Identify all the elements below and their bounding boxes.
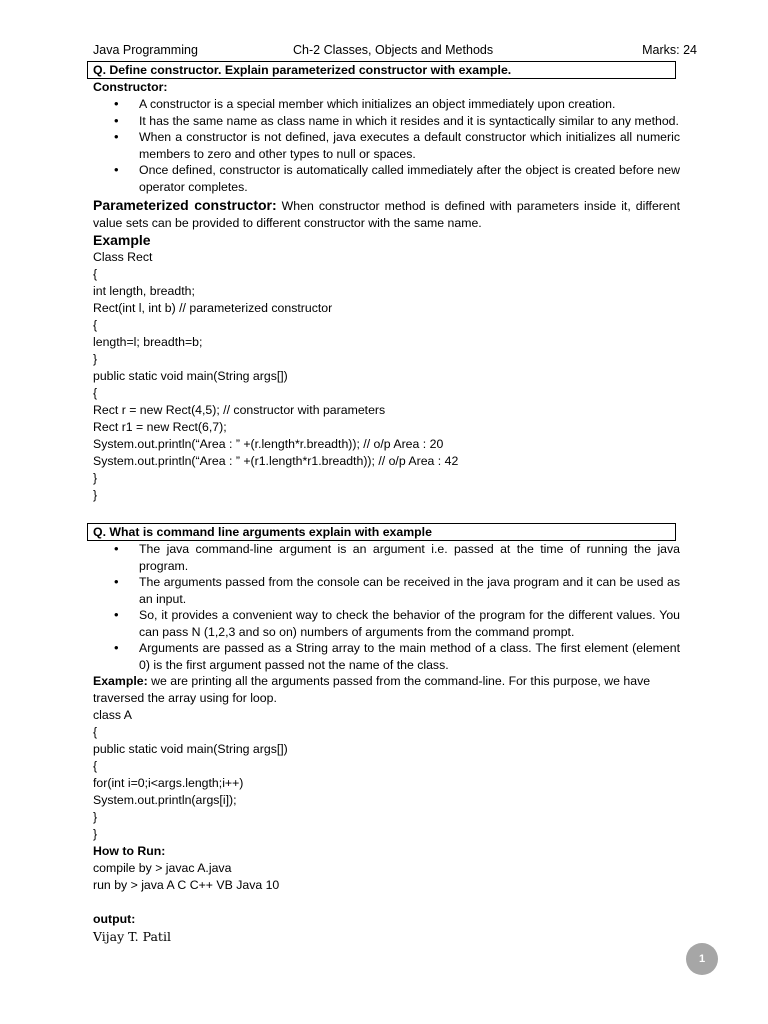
code-line: Rect r1 = new Rect(6,7); [93, 420, 227, 434]
list-item: • A constructor is a special member which initializes an object immediately upon creation. [93, 96, 680, 113]
page-number-badge: 1 [686, 943, 718, 975]
code-line: Class Rect [93, 250, 153, 264]
code-line: public static void main(String args[]) [93, 369, 288, 383]
code-line: } [93, 352, 98, 366]
author-signature: Vijay T. Patil [93, 929, 171, 944]
list-item: • So, it provides a convenient way to check the behavior of the program for the different values. You can pass N (1,2,3 and so on) numbers of arguments from the command prompt. [93, 607, 680, 640]
question-1-title: Q. Define constructor. Explain parameterized constructor with example. [87, 61, 676, 79]
constructor-heading: Constructor: [93, 80, 168, 94]
code-line: class A [93, 708, 132, 722]
example-label: Example: [93, 674, 148, 688]
code-line: System.out.println(args[i]); [93, 793, 237, 807]
code-line: public static void main(String args[]) [93, 742, 288, 756]
code-line: { [93, 759, 98, 773]
code-line: { [93, 267, 98, 281]
code-line: Rect(int l, int b) // parameterized constructor [93, 301, 333, 315]
code-line: { [93, 386, 98, 400]
code-line: int length, breadth; [93, 284, 195, 298]
code-line: { [93, 725, 98, 739]
code-line: for(int i=0;i<args.length;i++) [93, 776, 244, 790]
list-item: • It has the same name as class name in which it resides and it is syntactically similar to any method. [93, 113, 680, 130]
output-heading: output: [93, 912, 136, 926]
code-block-rect [93, 249, 680, 504]
parameterized-constructor-paragraph [93, 197, 680, 232]
list-item: • The arguments passed from the console can be received in the java program and it can be used as an input. [93, 574, 680, 607]
code-line: } [93, 471, 98, 485]
code-line: length=l; breadth=b; [93, 335, 203, 349]
list-item: • Arguments are passed as a String array to the main method of a class. The first element (element 0) is the first argument passed not the name of the class. [93, 640, 680, 673]
run-command: run by > java A C C++ VB Java 10 [93, 878, 280, 892]
list-item: • Once defined, constructor is automatically called immediately after the object is created before new operator completes. [93, 162, 680, 195]
constructor-bullet-list [93, 96, 680, 195]
header-marks: Marks: 24 [642, 43, 697, 57]
code-line: System.out.println(“Area : ” +(r.length*r.breadth)); // o/p Area : 20 [93, 437, 444, 451]
code-block-class-a [93, 707, 680, 843]
code-line: } [93, 488, 98, 502]
compile-command: compile by > javac A.java [93, 861, 232, 875]
command-line-bullet-list [93, 541, 680, 673]
code-line: } [93, 810, 98, 824]
document-page [93, 43, 697, 945]
header-subject: Java Programming [93, 43, 198, 57]
example-text: we are printing all the arguments passed from the command-line. For this purpose, we have traversed the array using for loop. [93, 674, 651, 705]
parameterized-constructor-text: When constructor method is defined with parameters inside it, different value sets can be provided to different constructor with the same name. [93, 199, 680, 230]
how-to-run-heading: How to Run: [93, 844, 166, 858]
list-item: • The java command-line argument is an argument i.e. passed at the time of running the java program. [93, 541, 680, 574]
question-2-title: Q. What is command line arguments explain with example [87, 523, 676, 541]
command-line-example-paragraph [93, 673, 658, 707]
parameterized-constructor-label: Parameterized constructor: [93, 197, 277, 213]
list-item: • When a constructor is not defined, java executes a default constructor which initializes all numeric members to zero and other types to null or spaces. [93, 129, 680, 162]
header-chapter: Ch-2 Classes, Objects and Methods [293, 43, 494, 57]
code-line: Rect r = new Rect(4,5); // constructor with parameters [93, 403, 386, 417]
code-line: { [93, 318, 98, 332]
page-header [93, 43, 697, 59]
example-heading: Example [93, 232, 151, 248]
code-line: } [93, 827, 98, 841]
code-line: System.out.println(“Area : ” +(r1.length*r1.breadth)); // o/p Area : 42 [93, 454, 459, 468]
